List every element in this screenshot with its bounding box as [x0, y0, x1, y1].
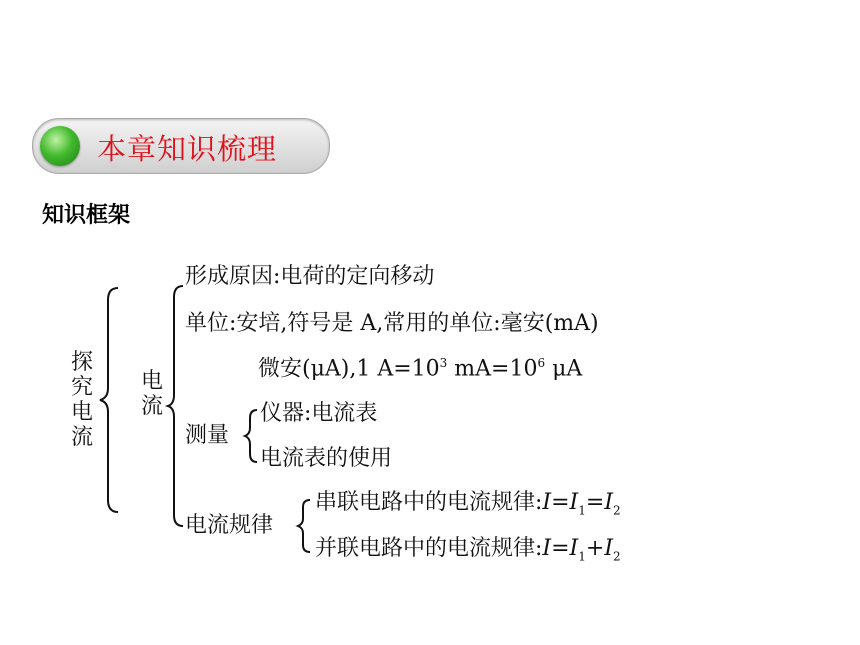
unit-line-2-mid: mA=10 [447, 356, 538, 382]
unit-line-2-suffix: μA [545, 356, 583, 382]
subheading: 知识框架 [42, 203, 131, 228]
section-title: 本章知识梳理 [97, 132, 278, 166]
exponent-3: 3 [439, 356, 448, 370]
ammeter-use-line: 电流表的使用 [260, 446, 393, 471]
exponent-6: 6 [537, 356, 546, 370]
tree-root-label: 探究电流 [70, 350, 93, 450]
unit-line-2 [258, 357, 582, 380]
parallel-formula-a: I=I [542, 536, 579, 561]
brace-root [100, 288, 118, 512]
series-sub-1: 1 [578, 503, 586, 518]
brace-measure [245, 410, 257, 462]
instrument-line: 仪器:电流表 [260, 401, 378, 426]
series-formula-b: =I [585, 490, 614, 515]
parallel-law-text: 并联电路中的电流规律: [315, 536, 543, 561]
parallel-sub-2: 2 [613, 549, 621, 564]
parallel-law-line [315, 538, 621, 562]
brace-law [298, 500, 310, 552]
series-law-line [315, 492, 621, 516]
current-label: 电流 [140, 369, 163, 419]
parallel-formula-b: +I [585, 536, 614, 561]
series-sub-2: 2 [613, 503, 621, 518]
series-law-text: 串联电路中的电流规律: [315, 490, 543, 515]
brace-current [168, 286, 183, 526]
law-label: 电流规律 [185, 513, 274, 538]
series-formula-a: I=I [542, 490, 579, 515]
formation-cause: 形成原因:电荷的定向移动 [185, 264, 435, 289]
measure-label: 测量 [185, 423, 230, 448]
parallel-sub-1: 1 [578, 549, 586, 564]
unit-line-1: 单位:安培,符号是 A,常用的单位:毫安(mA) [185, 311, 599, 336]
unit-line-2-prefix: 微安(μA),1 A=10 [258, 356, 440, 382]
